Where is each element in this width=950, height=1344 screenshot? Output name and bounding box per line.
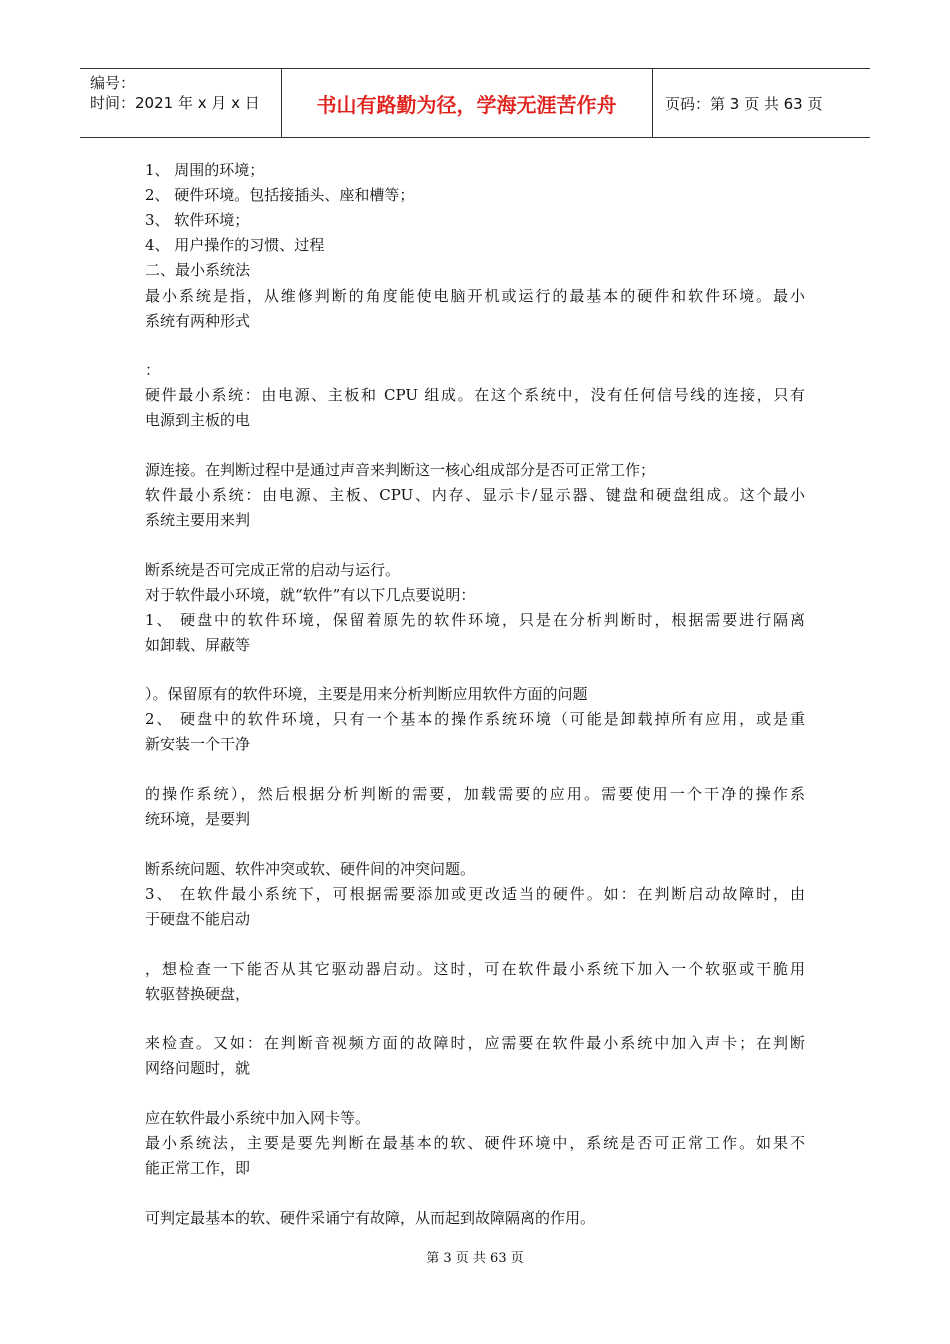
section-heading: 二、最小系统法 [145,261,251,279]
text-line: ，想检查一下能否从其它驱动器启动。这时，可在软件最小系统下加入一个软驱或干脆用 [145,960,805,978]
text-line: 断系统问题、软件冲突或软、硬件间的冲突问题。 [145,860,476,878]
text-line: 电源到主板的电 [145,411,251,429]
text-line: 2、 硬盘中的软件环境，只有一个基本的操作系统环境（可能是卸载掉所有应用，或是重 [145,710,805,728]
text-line: 源连接。在判断过程中是通过声音来判断这一核心组成部分是否可正常工作； [145,461,656,479]
text-line: 系统主要用来判 [145,511,251,529]
list-item: 2、 硬件环境。包括接插头、座和槽等； [145,186,415,204]
list-item: 1、 周围的环境； [145,161,265,179]
text-line: 统环境，是要判 [145,810,251,828]
text-line: 软件最小系统：由电源、主板、CPU、内存、显示卡/显示器、键盘和硬盘组成。这个最小 [145,486,805,504]
page-footer: 第 3 页 共 63 页 [426,1251,524,1266]
text-line: 硬件最小系统：由电源、主板和 CPU 组成。在这个系统中，没有任何信号线的连接，只有 [145,386,805,404]
text-line: 如卸载、屏蔽等 [145,636,251,654]
list-item: 4、 用户操作的习惯、过程 [145,236,325,254]
text-line: 网络问题时，就 [145,1059,251,1077]
text-line: 于硬盘不能启动 [145,910,251,928]
text-line: 应在软件最小系统中加入网卡等。 [145,1109,371,1127]
text-line: ： [145,361,161,379]
text-line: ）。保留原有的软件环境，主要是用来分析判断应用软件方面的问题 [145,685,588,703]
text-line: 1、 硬盘中的软件环境，保留着原先的软件环境，只是在分析判断时，根据需要进行隔离 [145,611,805,629]
text-line: 最小系统法，主要是要先判断在最基本的软、硬件环境中，系统是否可正常工作。如果不 [145,1134,805,1152]
header-meta [90,73,260,113]
page-header [80,68,870,138]
text-line: 最小系统是指，从维修判断的角度能使电脑开机或运行的最基本的硬件和软件环境。最小 [145,287,805,305]
text-line: 新安装一个干净 [145,735,251,753]
text-line: 3、 在软件最小系统下，可根据需要添加或更改适当的硬件。如：在判断启动故障时，由 [145,885,805,903]
text-line: 来检查。又如：在判断音视频方面的故障时，应需要在软件最小系统中加入声卡；在判断 [145,1034,805,1052]
text-line: 软驱替换硬盘， [145,985,251,1003]
document-date-label: 时间：2021 年 x 月 x 日 [90,94,260,112]
header-divider [652,69,653,137]
text-line: 断系统是否可完成正常的启动与运行。 [145,561,401,579]
text-line: 能正常工作，即 [145,1159,251,1177]
header-motto: 书山有路勤为径，学海无涯苦作舟 [316,92,617,117]
document-number-label: 编号： [90,74,136,92]
list-item: 3、 软件环境； [145,211,250,229]
text-line: 对于软件最小环境，就“软件”有以下几点要说明： [145,586,476,604]
header-page-label: 页码：第 3 页 共 63 页 [665,94,823,113]
text-line: 的操作系统），然后根据分析判断的需要，加载需要的应用。需要使用一个干净的操作系 [145,785,805,803]
text-line: 系统有两种形式 [145,312,251,330]
text-line: 可判定最基本的软、硬件采诵宁有故障，从而起到故障隔离的作用。 [145,1209,596,1227]
